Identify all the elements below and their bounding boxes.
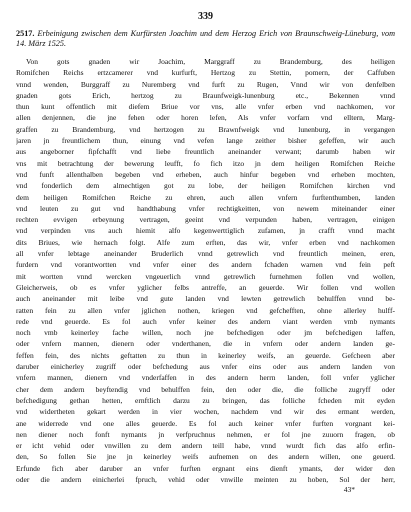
signature-mark: 43* [343,485,355,495]
body-line: allen denjennen, die jne fehen oder horen lefen, Als vnfer vorfarn vnd elltern, Marg- [16,113,395,123]
page-number: 339 [198,11,213,22]
body-line: cher dem andern beyftendig vnd behulffen fein, den oder die, die folliche zugryff oder [16,384,395,394]
body-line: vns mit betrachtung der bewerung leufft, fo fich itzo jn dem heiligen Romifchen Reiche [16,158,395,168]
body-line: all vnfer lebtage aneinander Bruderlich vnnd getrewlich vnd freuntlich meinen, eren, [16,249,395,259]
body-line: vnd fonderlich dem almechtigen got zu lobe, der heiligen Romifchen kirchen vnd [16,181,395,191]
body-line: Erfunde fich aber daruber an vnfer furften ergnant eins dienft ymants, der wider den [16,463,395,473]
body-line: feffen fein, des nichts geftatten zu thun in keinerley weifs, an geuerde. Gefcheen aber [16,350,395,360]
body-line: dits Briues, wie hernach folgt. Alfe zum erften, das wir, vnfer erben vnd nachkomen [16,237,395,247]
body-line: er icht vehid oder vnwillen zu dem andern teill habe, vnnd wurdt fich das alfo erfin- [16,441,395,451]
body-line: graffen zu Brandemburg, vnd hertzogen zu Brawnfweigk vnd lunenburg, in vergangen [16,124,395,134]
body-line: den, So follen Sie jne jn keinerley weifs aufnemen on des andern willen, one geuerd. [16,452,395,462]
body-text [16,56,395,485]
body-line: vnfern mannen, dienern vnd vnderfaffen in des andern herrn landen, foll vnfer yglicher [16,373,395,383]
document-heading [16,29,395,49]
body-line: jaren jn freuntlichem thun, einung vnd vefen lange zeither bisher gefeffen, wir auch [16,136,395,146]
body-line: Von gots gnaden wir Joachim, Marggraff zu Brandemburg, des heiligen [26,57,395,66]
document-title: Erbeinigung zwischen dem Kurfürsten Joachim und dem Herzog Erich von Braunschweig-Lüneburg, vom 14. März 1525. [16,29,395,48]
body-line: furdern vnd vorantwortten vnd vnfer einer des andern fchaden warnen vnd fein peft [16,260,395,270]
body-line: vnd funft allenthalben begeben vnd erheben, auch hinfur begeben vnd erheben mochten, [16,169,395,179]
body-line: aus angeborner fipfchafft vnd liebe freuntlich aneinander verwant; darumb haben wir [16,147,395,157]
body-line: ratten fein zu allen vnfer jglichen nothen, kriegen vnd gefchefften, ohne allerley hulff- [16,305,395,315]
body-line: gnaden gots Erich, hertzog zu Braunfweigk-lunenburg etc., Bekennen vnnd [16,90,395,100]
body-line: daruber einicherley zugriff oder befchedung aus vnfer eins oder aus andern landen von [16,362,395,372]
body-line: Gleicherweis, ob es vnfer yglicher felbs antreffe, an geuerde. Wir follen vnd wollen [16,282,395,292]
body-line: rechten evvigen erbeynung vertragen, geeint vnd verpunden haben, vertragen, einigen [16,215,395,225]
document-number: 2517. [16,29,35,38]
body-line: dem heiligen Romifchen Reiche zu ehren, auch allen vnfern furftenthumben, landen [16,192,395,202]
body-line: vnd widertheten gekart werden in vier wochen, nachdem vnd wir des ermant werden, [16,407,395,417]
body-line: ane widerrede vnd one alles geuerde. Es fol auch keiner vnfer furften vorgnant kei- [16,418,395,428]
body-line: vnd leuten zu gut vnd handthabung vnfer rechtigkeitten, von newem miteinander einer [16,203,395,213]
body-line: vnd verpinden vns auch hiemit alfo kegenwerttiglich zufamen, jn crafft vnnd macht [16,226,395,236]
body-line: oder vnfern mannen, dienern oder vnderthanen, die in vnfern oder andern landen ge- [16,339,395,349]
body-line: rede vnd geuerde. Es fol auch vnfer keiner des andern viant werden vmb nymants [16,316,395,326]
body-line: oder die andern einicherlei fpruch, vehid oder vnwille meinten zu hoben, Sol der herr, [16,474,395,484]
body-line: vnnd wenden, Burggraff zu Nuremberg vnd furft zu Rugen, Vnnd wir von denfelben [16,79,395,89]
body-line: befchedigung gethan hetten, ernftlich darzu zu bringen, das folliche fcheden mit eyden [16,395,395,405]
body-line: nen diener noch fonft nymants jn verfpruchnus nehmen, er fol jne zuuorn fragen, ob [16,429,395,439]
body-line: thun kunt offentlich mit diefem Briue vor vns, alle vnfer erben vnd nachkomen, vor [16,102,395,112]
body-line: Romifchen Reichs ertzcamerer vnd kurfurft, Hertzog zu Stettin, pomern, der Caffuben [16,68,395,78]
body-line: noch vmb keinerley fache willen, noch jne befchedigen oder jm befchedigen laffen, [16,328,395,338]
body-line: mit wortten vnnd wercken vngeuerlich vnnd getrewlich furnehmen follen vnd wollen, [16,271,395,281]
body-line: auch aneinander mit leibe vnd gute landen vnd lewten getrewlich behulffen vnnd be- [16,294,395,304]
